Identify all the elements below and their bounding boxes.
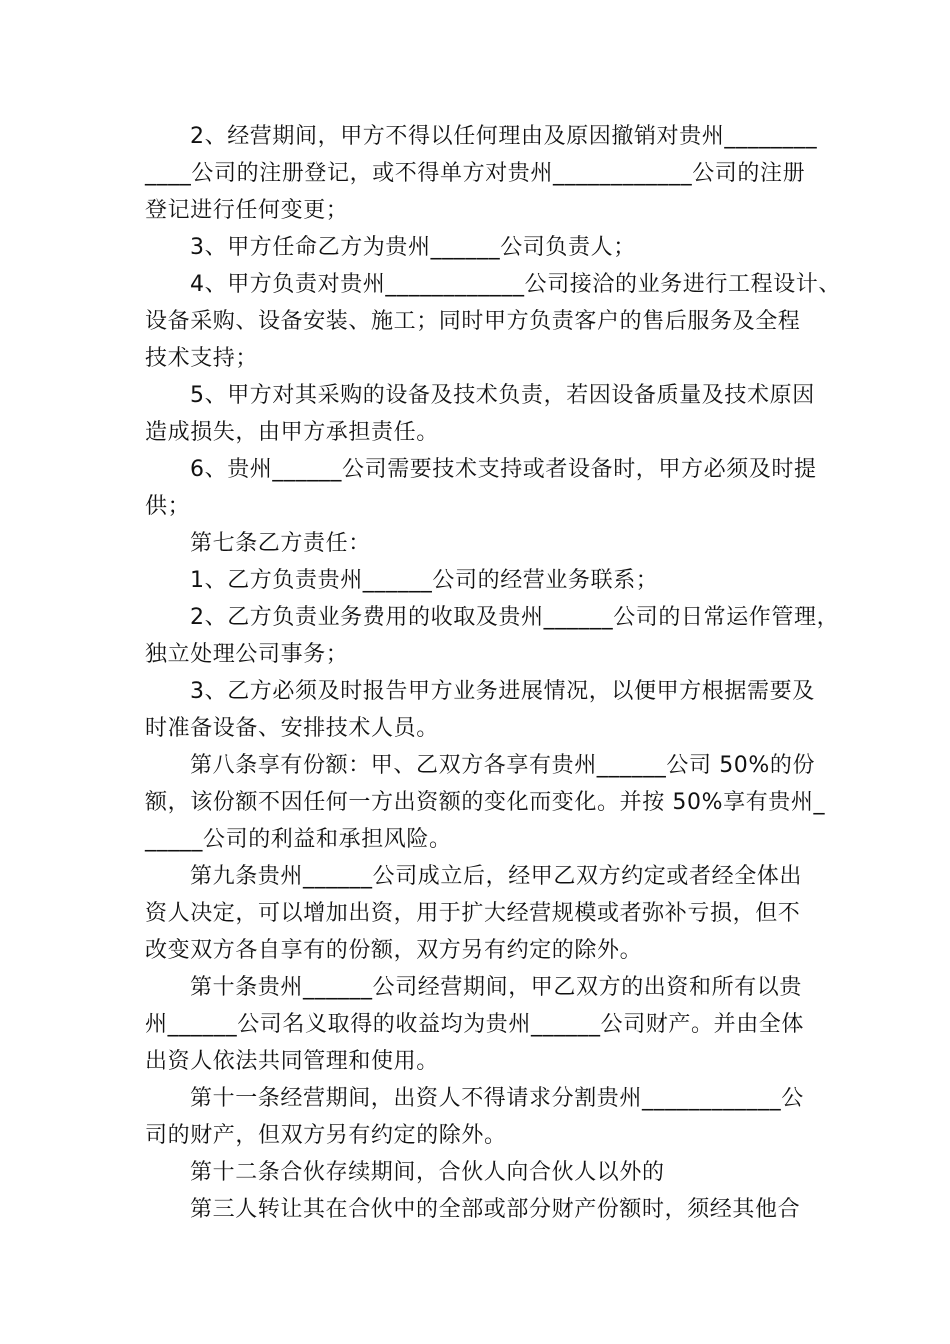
text-line: 出资人依法共同管理和使用。 — [145, 1049, 439, 1074]
text-line: 2、经营期间，甲方不得以任何理由及原因撤销对贵州________ — [190, 124, 818, 149]
text-line: 2、乙方负责业务费用的收取及贵州______公司的日常运作管理， — [190, 605, 840, 630]
text-line: 6、贵州______公司需要技术支持或者设备时，甲方必须及时提 — [190, 457, 817, 482]
text-line: 技术支持； — [145, 346, 259, 371]
text-line: 司的财产，但双方另有约定的除外。 — [145, 1123, 507, 1148]
text-line: 造成损失，由甲方承担责任。 — [145, 420, 439, 445]
text-line: 额，该份额不因任何一方出资额的变化而变化。并按 50%享有贵州_ — [145, 790, 826, 815]
text-line: ____公司的注册登记，或不得单方对贵州____________公司的注册 — [145, 161, 806, 186]
text-line: 第八条享有份额：甲、乙双方各享有贵州______公司 50%的份 — [190, 753, 816, 778]
text-line: 第九条贵州______公司成立后，经甲乙双方约定或者经全体出 — [190, 864, 803, 889]
text-line: 4、甲方负责对贵州____________公司接洽的业务进行工程设计、 — [190, 272, 841, 297]
text-line: 改变双方各自享有的份额，双方另有约定的除外。 — [145, 938, 643, 963]
section-heading: 第七条乙方责任： — [190, 531, 371, 556]
text-line: 3、甲方任命乙方为贵州______公司负责人； — [190, 235, 636, 260]
text-line: 第十二条合伙存续期间，合伙人向合伙人以外的 — [190, 1160, 665, 1185]
text-line: 时准备设备、安排技术人员。 — [145, 716, 439, 741]
text-line: 第三人转让其在合伙中的全部或部分财产份额时，须经其他合 — [190, 1197, 801, 1222]
text-line: 州______公司名义取得的收益均为贵州______公司财产。并由全体 — [145, 1012, 805, 1037]
text-line: 独立处理公司事务； — [145, 642, 349, 667]
text-line: 第十条贵州______公司经营期间，甲乙双方的出资和所有以贵 — [190, 975, 803, 1000]
text-line: 第十一条经营期间，出资人不得请求分割贵州____________公 — [190, 1086, 804, 1111]
text-line: 5、甲方对其采购的设备及技术负责，若因设备质量及技术原因 — [190, 383, 815, 408]
text-line: 3、乙方必须及时报告甲方业务进展情况，以便甲方根据需要及 — [190, 679, 815, 704]
text-line: 设备采购、设备安装、施工；同时甲方负责客户的售后服务及全程 — [145, 309, 801, 334]
text-line: 供； — [145, 494, 191, 519]
text-line: 登记进行任何变更； — [145, 198, 349, 223]
text-line: 1、乙方负责贵州______公司的经营业务联系； — [190, 568, 659, 593]
text-line: _____公司的利益和承担风险。 — [145, 827, 452, 852]
text-line: 资人决定，可以增加出资，用于扩大经营规模或者弥补亏损，但不 — [145, 901, 801, 926]
